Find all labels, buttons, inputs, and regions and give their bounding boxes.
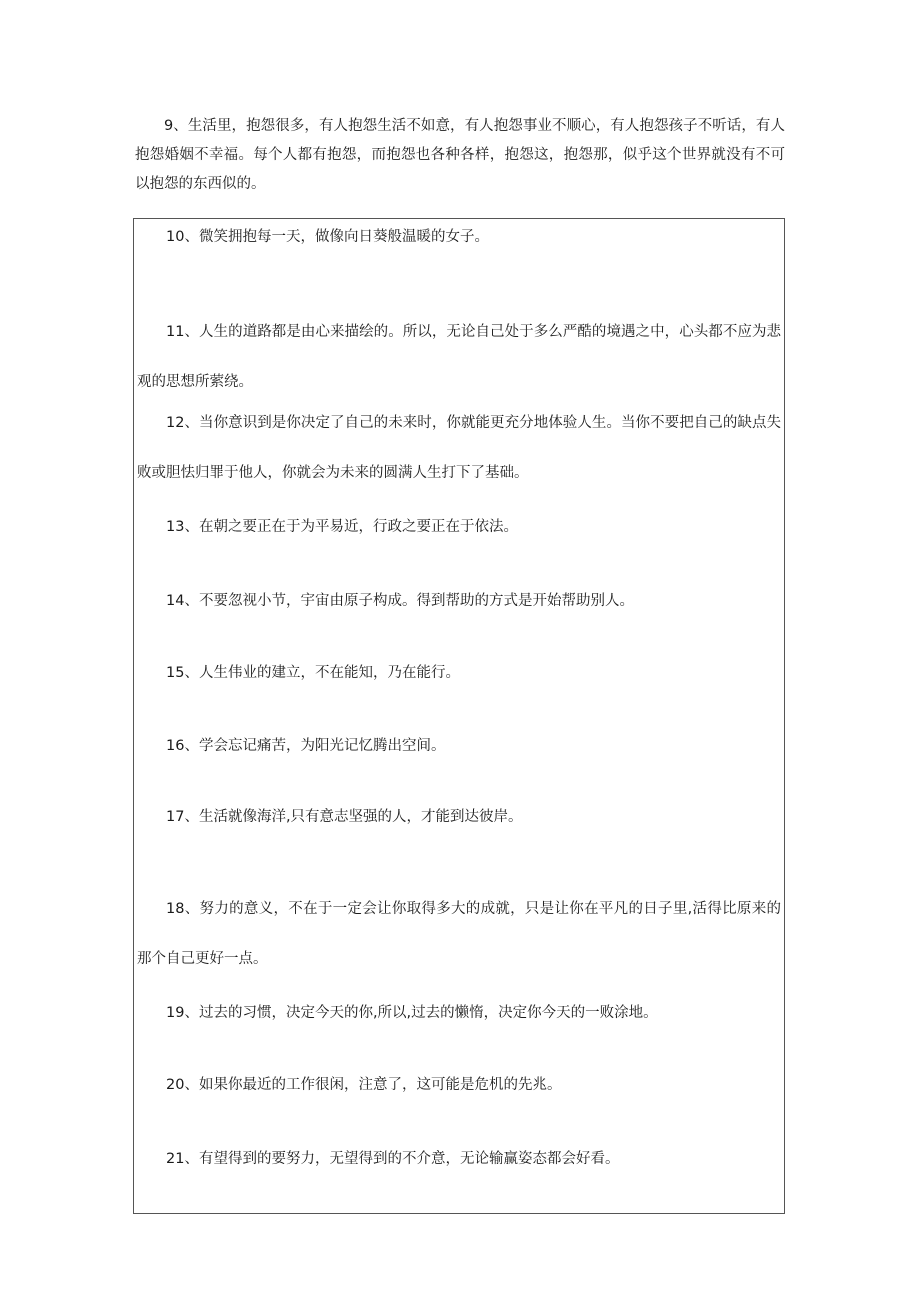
- quote-16: 16、学会忘记痛苦，为阳光记忆腾出空间。: [166, 738, 446, 754]
- intro-paragraph: 9、生活里，抱怨很多，有人抱怨生活不如意，有人抱怨事业不顺心，有人抱怨孩子不听话，有人抱怨婚姻不幸福。每个人都有抱怨，而抱怨也各种各样，抱怨这，抱怨那，似乎这个世界就没有不可以抱怨的东西似的。: [135, 118, 785, 192]
- quote-19: 19、过去的习惯，决定今天的你,所以,过去的懒惰，决定你今天的一败涂地。: [166, 1005, 658, 1021]
- quote-18: 18、努力的意义，不在于一定会让你取得多大的成就，只是让你在平凡的日子里,活得比原来的那个自己更好一点。: [137, 901, 781, 967]
- quote-14: 14、不要忽视小节，宇宙由原子构成。得到帮助的方式是开始帮助别人。: [166, 593, 634, 609]
- quote-12: 12、当你意识到是你决定了自己的未来时，你就能更充分地体验人生。当你不要把自己的缺点失败或胆怯归罪于他人，你就会为未来的圆满人生打下了基础。: [137, 415, 781, 481]
- quote-13: 13、在朝之要正在于为平易近，行政之要正在于依法。: [166, 519, 518, 535]
- quote-15: 15、人生伟业的建立，不在能知，乃在能行。: [166, 665, 460, 681]
- quote-17: 17、生活就像海洋,只有意志坚强的人，才能到达彼岸。: [166, 809, 523, 825]
- quote-11: 11、人生的道路都是由心来描绘的。所以，无论自己处于多么严酷的境遇之中，心头都不应为悲观的思想所萦绕。: [137, 324, 781, 390]
- quote-10: 10、微笑拥抱每一天，做像向日葵般温暖的女子。: [166, 229, 489, 245]
- quote-20: 20、如果你最近的工作很闲，注意了，这可能是危机的先兆。: [166, 1077, 562, 1093]
- quote-21: 21、有望得到的要努力，无望得到的不介意，无论输赢姿态都会好看。: [166, 1151, 620, 1167]
- quotes-table: [133, 218, 785, 1214]
